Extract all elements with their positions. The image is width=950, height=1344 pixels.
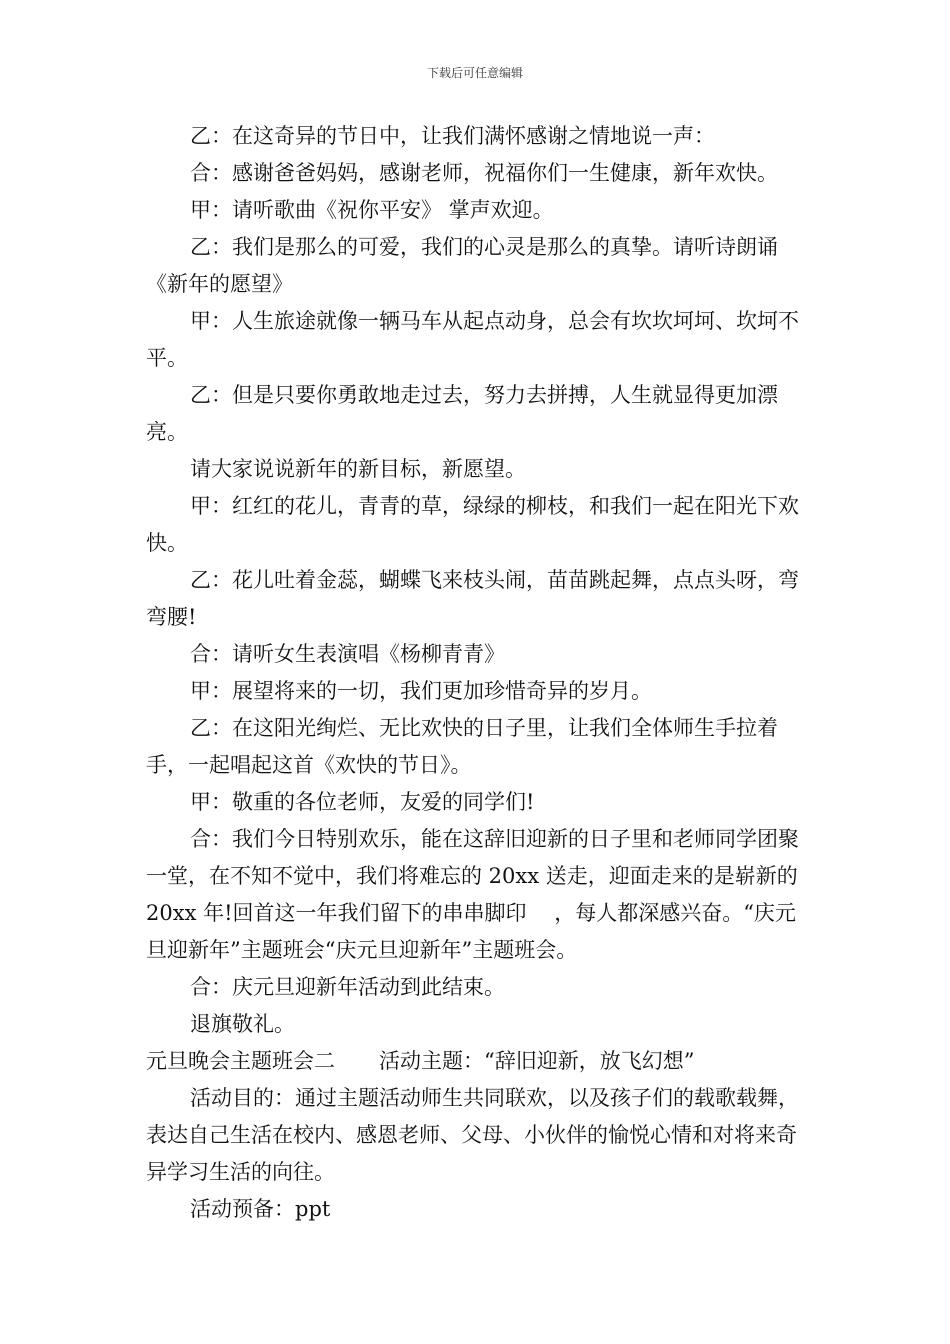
paragraph: 合：请听女生表演唱《杨柳青青》 xyxy=(190,642,505,666)
paragraph: 乙：在这奇异的节日中，让我们满怀感谢之情地说一声： xyxy=(190,124,715,148)
paragraph: 合：庆元旦迎新年活动到此结束。 xyxy=(190,975,505,999)
section-theme: 活动主题：“辞旧迎新，放飞幻想” xyxy=(379,1049,695,1073)
paragraph: 退旗敬礼。 xyxy=(190,1012,295,1036)
paragraph: 甲：请听歌曲《祝你平安》 掌声欢迎。 xyxy=(190,198,554,222)
paragraph: 甲：人生旅途就像一辆马车从起点动身，总会有坎坎坷坷、坎坷不平。 xyxy=(146,309,799,370)
section-title: 元旦晚会主题班会二 xyxy=(146,1049,335,1073)
paragraph: 合：感谢爸爸妈妈，感谢老师，祝福你们一生健康，新年欢快。 xyxy=(190,161,778,185)
paragraph: 乙：但是只要你勇敢地走过去，努力去拼搏，人生就显得更加漂亮。 xyxy=(146,383,778,444)
paragraph: 合：我们今日特别欢乐，能在这辞旧迎新的日子里和老师同学团聚一堂，在不知不觉中，我们将难忘的 20xx 送走，迎面走来的是崭新的 20xx 年!回首这一年我们留下的串串脚印 ，每人都深感兴奋。“庆元旦迎新年”主题班会“庆元旦迎新年”主题班会。 xyxy=(146,827,799,962)
paragraph: 请大家说说新年的新目标，新愿望。 xyxy=(190,457,526,481)
paragraph: 乙：在这阳光绚烂、无比欢快的日子里，让我们全体师生手拉着手，一起唱起这首《欢快的节日》。 xyxy=(146,716,778,777)
page-header: 下载后可任意编辑 xyxy=(426,66,523,80)
paragraph: 乙：我们是那么的可爱，我们的心灵是那么的真挚。请听诗朗诵《新年的愿望》 xyxy=(146,235,778,296)
paragraph: 甲：展望将来的一切，我们更加珍惜奇异的岁月。 xyxy=(190,679,652,703)
document-body xyxy=(146,118,816,1228)
paragraph: 甲：敬重的各位老师，友爱的同学们! xyxy=(190,790,535,814)
paragraph: 活动目的：通过主题活动师生共同联欢，以及孩子们的载歌载舞，表达自己生活在校内、感恩老师、父母、小伙伴的愉悦心情和对将来奇异学习生活的向往。 xyxy=(146,1086,799,1184)
section-heading xyxy=(146,1043,816,1080)
paragraph: 甲：红红的花儿，青青的草，绿绿的柳枝，和我们一起在阳光下欢快。 xyxy=(146,494,799,555)
paragraph: 乙：花儿吐着金蕊，蝴蝶飞来枝头闹，苗苗跳起舞，点点头呀，弯弯腰! xyxy=(146,568,799,629)
paragraph: 活动预备：ppt xyxy=(190,1197,331,1221)
